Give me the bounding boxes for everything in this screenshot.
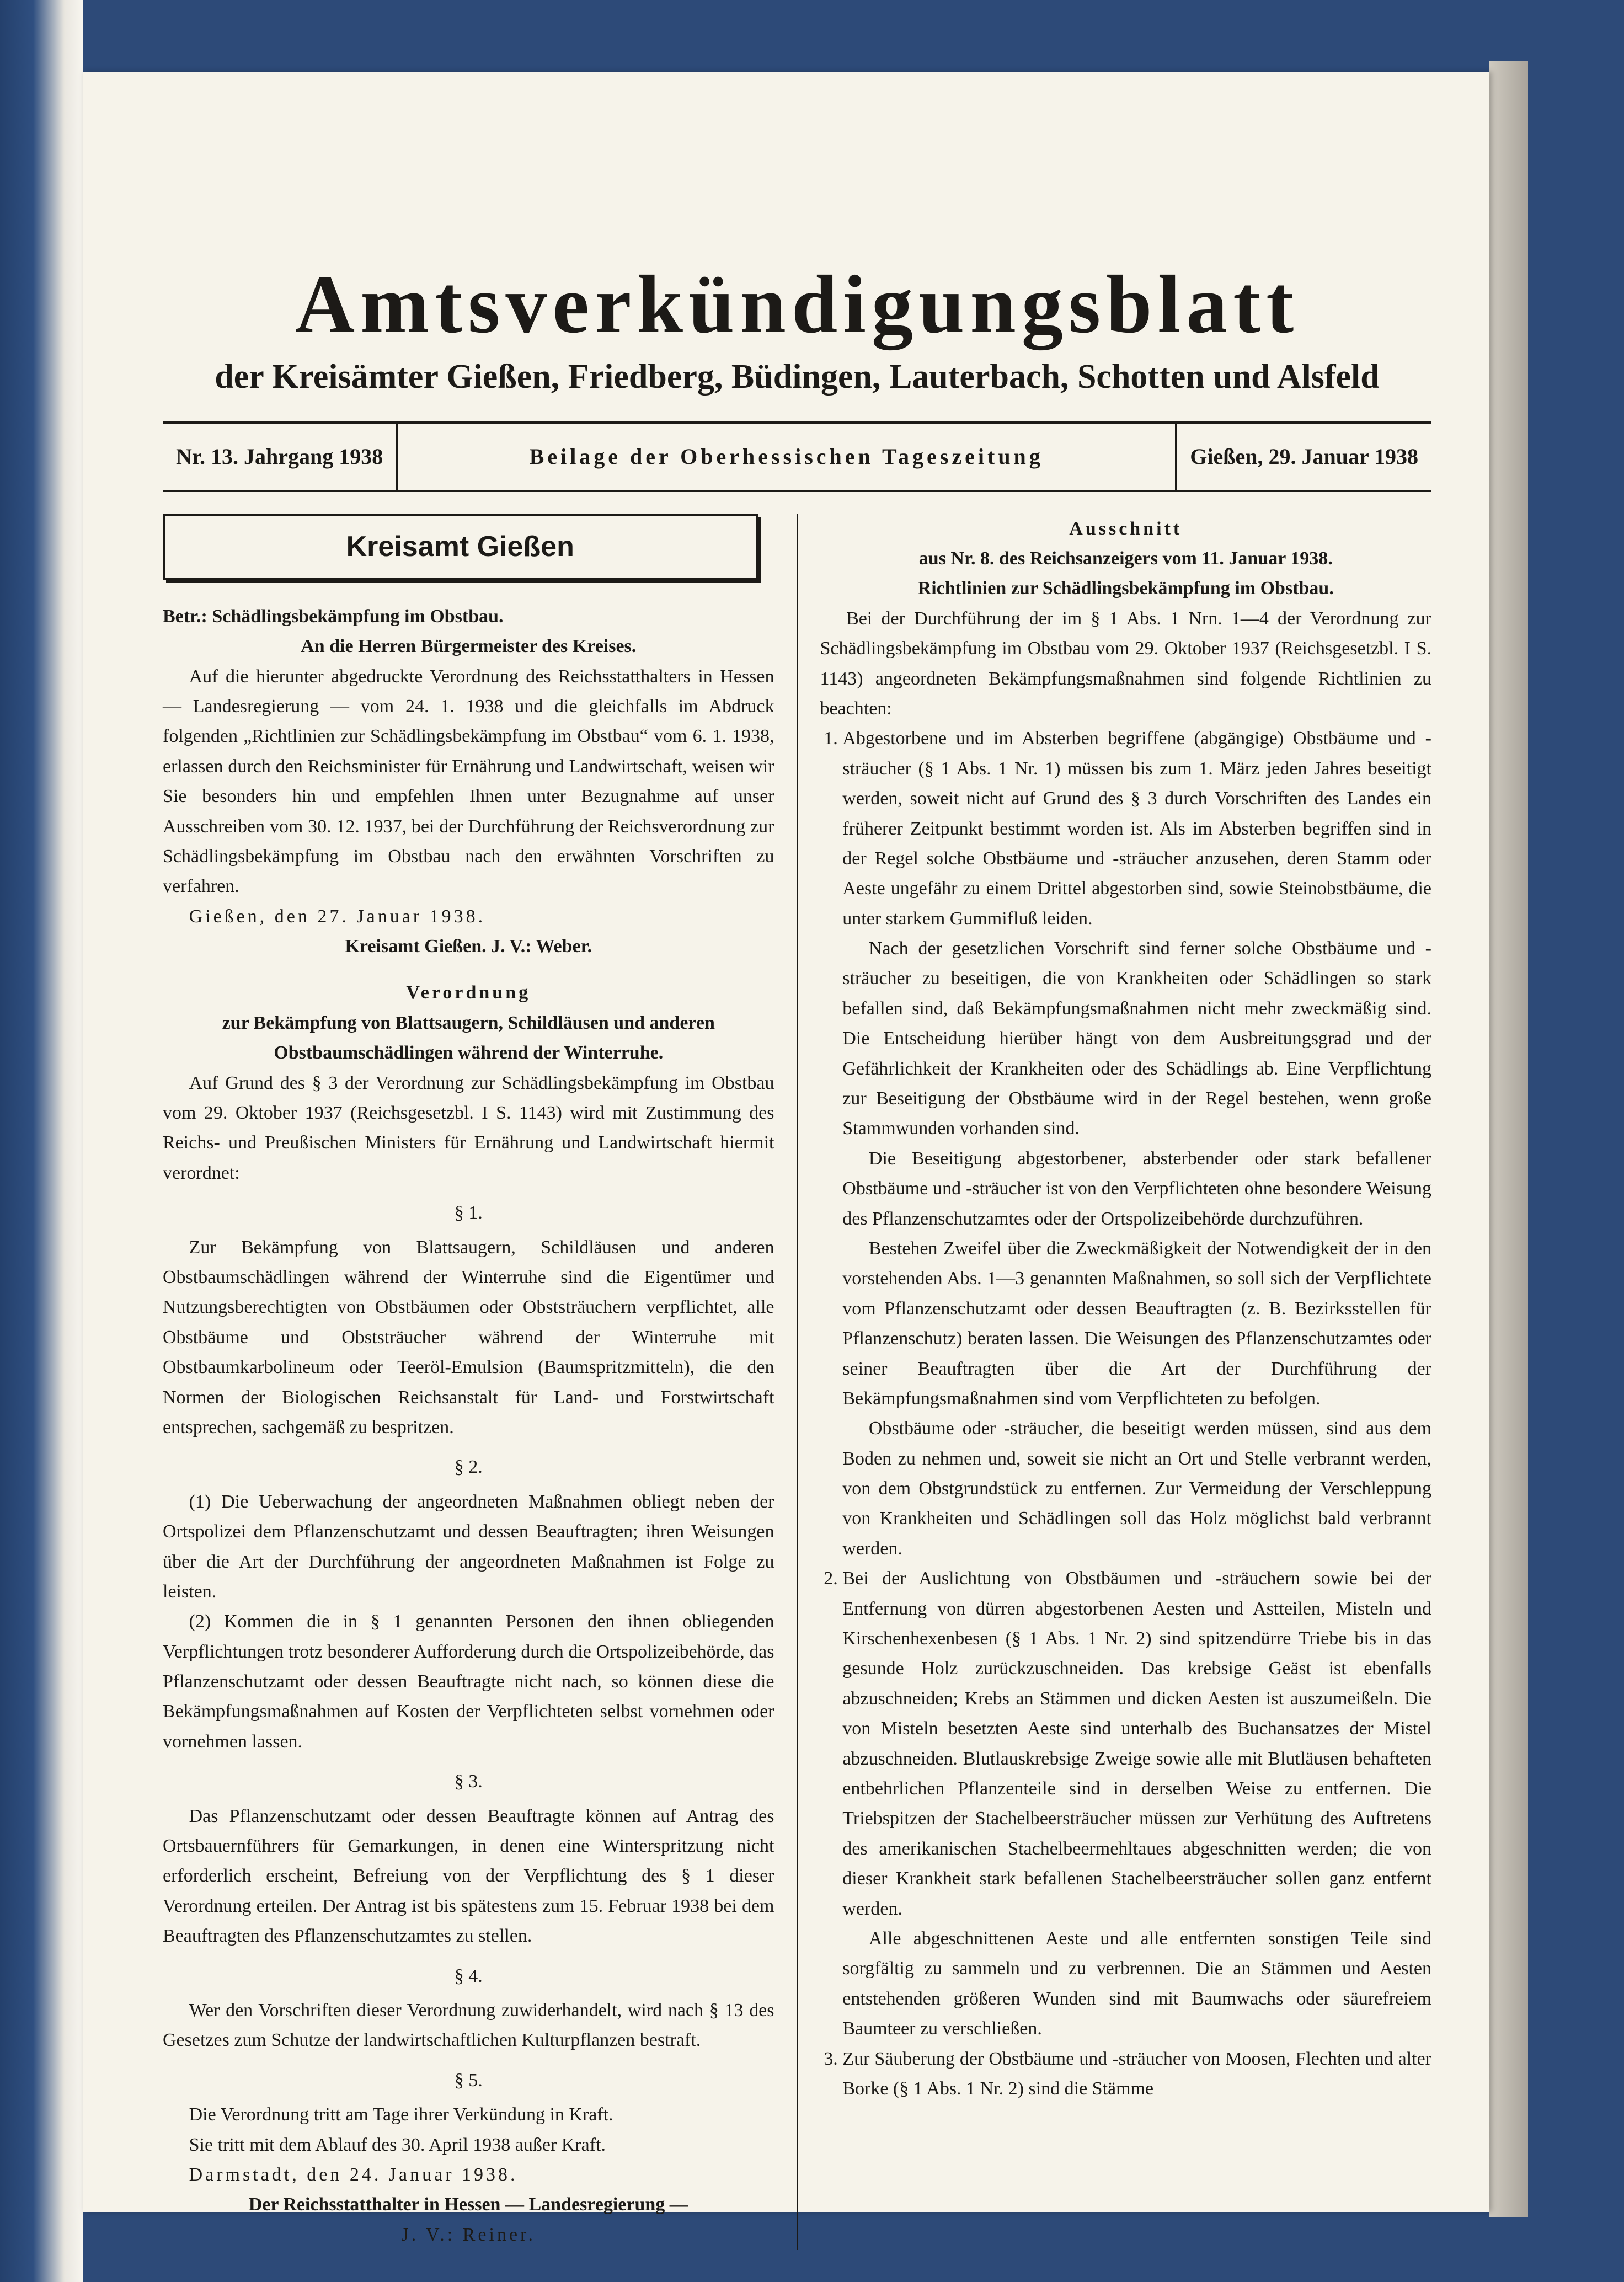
- ordinance-title: Verordnung: [406, 982, 531, 1003]
- section-1-text: Zur Bekämpfung von Blattsaugern, Schildläusen und anderen Obstbaumschädlingen während der Winterruhe sind die Eigentümer und Nutzungsberechtigten von Obstbäumen oder Obststräuchern verpflichtet, alle Obstbäume und Obststräucher während der Winterruhe mit Obstbaumkarbolineum oder Teeröl-Emulsion (Baumspritzmitteln), die den Normen der Biologischen Reichsanstalt für Land- und Forstwirtschaft entsprechen, sachgemäß zu bespritzen.: [163, 1237, 774, 1437]
- guideline-1-paragraph-2: Nach der gesetzlichen Vorschrift sind ferner solche Obstbäume und -sträucher zu beseitigen, die von Krankheiten oder Schädlingen so stark befallen sind, daß Bekämpfungsmaßnahmen nicht mehr zweckmäßig sind. Die Entscheidung hierüber hängt von dem Ausbreitungsgrad und der Gefährlichkeit der Krankheiten oder des Schädlings ab. Eine Verpflichtung zur Beseitigung der Obstbäume wird in der Regel bestehen, wenn große Stammwunden vorhanden sind.: [842, 938, 1431, 1139]
- place-date: Gießen, den 27. Januar 1938.: [189, 906, 486, 927]
- section-2-paragraph-2: (2) Kommen die in § 1 genannten Personen den ihnen obliegenden Verpflichtungen trotz besonderer Aufforderung durch die Ortspolizeibehörde, das Pflanzenschutzamt oder dessen Beauftragte nicht nach, so können diese die Bekämpfungsmaßnahmen auf Kosten der Verpflichteten selbst vornehmen oder vornehmen lassen.: [163, 1611, 774, 1752]
- column-rule: [797, 514, 798, 2251]
- guideline-list: [820, 724, 1432, 2104]
- spacer: [163, 961, 774, 978]
- excerpt-source: aus Nr. 8. des Reichsanzeigers vom 11. Januar 1938.: [918, 548, 1333, 569]
- guideline-1-paragraph-4: Bestehen Zweifel über die Zweckmäßigkeit der Notwendigkeit der in den vorstehenden Abs. 1—3 genannten Maßnahmen, so soll sich der Verpflichtete vom Pflanzenschutzamt oder dessen Beauftragten (z. B. Bezirksstellen für Pflanzenschutz) beraten lassen. Die Weisungen des Pflanzenschutzamtes oder seiner Beauftragten über die Art der Durchführung der Bekämpfungsmaßnahmen sind vom Verpflichteten zu befolgen.: [842, 1238, 1431, 1409]
- intro-paragraph: Auf die hierunter abgedruckte Verordnung des Reichsstatthalters in Hessen — Landesregierung — vom 24. 1. 1938 und die gleichfalls im Abdruck folgenden „Richtlinien zur Schädlingsbekämpfung im Obstbau“ vom 6. 1. 1938, erlassen durch den Reichsminister für Ernährung und Landwirtschaft, weisen wir Sie besonders hin und empfehlen Ihnen unter Bezugnahme auf unser Ausschreiben vom 30. 12. 1937, bei der Durchführung der Reichsverordnung zur Schädlingsbekämpfung im Obstbau nach den erwähnten Vorschriften zu verfahren.: [163, 666, 774, 897]
- excerpt-guidelines-title: Richtlinien zur Schädlingsbekämpfung im Obstbau.: [917, 578, 1334, 599]
- page-content: [163, 182, 1431, 2250]
- issue-place-date: Gießen, 29. Januar 1938: [1190, 444, 1418, 469]
- section-5-paragraph-1: Die Verordnung tritt am Tage ihrer Verkündung in Kraft.: [189, 2104, 613, 2125]
- ordinance-intro: Auf Grund des § 3 der Verordnung zur Schädlingsbekämpfung im Obstbau vom 29. Oktober 1937 (Reichsgesetzbl. I S. 1143) wird mit Zustimmung des Reichs- und Preußischen Ministers für Ernährung und Landwirtschaft hiermit verordnet:: [163, 1072, 774, 1183]
- section-4-text: Wer den Vorschriften dieser Verordnung zuwiderhandelt, wird nach § 13 des Gesetzes zum Schutze der landwirtschaftlichen Kulturpflanzen bestraft.: [163, 2000, 774, 2051]
- section-3-text: Das Pflanzenschutzamt oder dessen Beauftragte können auf Antrag des Ortsbauernführers für Gemarkungen, in denen eine Winterspritzung nicht erforderlich erscheint, Befreiung von der Verpflichtung des § 1 dieser Verordnung erteilen. Der Antrag ist bis spätestens zum 15. Februar 1938 bei dem Beauftragten des Pflanzenschutzamtes zu stellen.: [163, 1805, 774, 1947]
- book-cover-left: [0, 0, 83, 2282]
- book-cover-right: [1489, 61, 1528, 2217]
- guideline-3-text: 3. Zur Säuberung der Obstbäume und -sträucher von Moosen, Flechten und alter Borke (§ 1 Abs. 1 Nr. 2) sind die Stämme: [842, 2048, 1431, 2099]
- office-heading-box: Kreisamt Gießen: [163, 514, 758, 580]
- columns: [163, 514, 1431, 2251]
- addressee-line: An die Herren Bürgermeister des Kreises.: [301, 636, 637, 657]
- guideline-1-text: 1. Abgestorbene und im Absterben begriffene (abgängige) Obstbäume und -sträucher (§ 1 Abs. 1 Nr. 1) müssen bis zum 1. März jeden Jahres beseitigt werden, soweit nicht auf Grund des § 3 durch Vorschriften des Landes ein früherer Zeitpunkt bestimmt worden ist. Als im Absterben begriffen sind in der Regel solche Obstbäume und -sträucher anzusehen, deren Stamm oder Aeste ungefähr zu einem Drittel abgestorben sind, sowie Steinobstbäume, die unter starkem Gummifluß leiden.: [842, 728, 1431, 929]
- guideline-item-1: [842, 724, 1431, 1564]
- guideline-2-paragraph-2: Alle abgeschnittenen Aeste und alle entfernten sonstigen Teile sind sorgfältig zu sammeln und zu verbrennen. Die an Stämmen und Aesten entstehenden größeren Wunden sind mit Baumwachs oder säurefreiem Baumteer zu verschließen.: [842, 1928, 1431, 2039]
- section-5-heading: § 5.: [454, 2070, 483, 2091]
- guideline-item-2: [842, 1564, 1431, 2044]
- guideline-2-text: 2. Bei der Auslichtung von Obstbäumen und -sträuchern sowie bei der Entfernung von dürren abgestorbenen Aesten und Astteilen, Misteln und Kirschenhexenbesen (§ 1 Abs. 1 Nr. 2) sind spitzendürre Triebe bis in das gesunde Holz zurückzuschneiden. Das krebsige Geäst ist ebenfalls abzuschneiden; Krebs an Stämmen und dicken Aesten ist auszumeißeln. Die von Misteln besetzten Aeste sind unterhalb des Buchansatzes der Mistel abzuschneiden. Blutlauskrebsige Zweige sowie alle mit Blutläusen behafteten entbehrlichen Pflanzenteile sind in derselben Weise zu entfernen. Die Triebspitzen der Stachelbeersträucher müssen zur Verhütung des Auftretens des amerikanischen Stachelbeermehltaues abgeschnitten werden; die von dieser Krankheit stark befallenen Stachelbeersträucher sollen ganz entfernt werden.: [842, 1568, 1431, 1919]
- masthead-title: Amtsverkündigungsblatt: [295, 259, 1300, 350]
- left-column: [163, 514, 774, 2251]
- section-3-heading: § 3.: [454, 1771, 483, 1792]
- excerpt-heading: Ausschnitt: [1069, 518, 1183, 539]
- ordinance-place-date: Darmstadt, den 24. Januar 1938.: [189, 2164, 518, 2185]
- section-2-heading: § 2.: [454, 1457, 483, 1478]
- guideline-item-3: [842, 2044, 1431, 2104]
- issue-number: Nr. 13. Jahrgang 1938: [176, 444, 383, 469]
- newspaper-page: [83, 72, 1489, 2245]
- ordinance-subtitle: zur Bekämpfung von Blattsaugern, Schildläusen und anderen Obstbaumschädlingen während der Winterruhe.: [222, 1012, 715, 1063]
- guideline-1-paragraph-5: Obstbäume oder -sträucher, die beseitigt werden müssen, sind aus dem Boden zu nehmen und, soweit sie nicht an Ort und Stelle verbrannt werden, von dem Obstgrundstück zu entfernen. Zur Vermeidung der Verschleppung von Krankheiten und Schädlingen soll das Holz möglichst bald verbrannt werden.: [842, 1418, 1431, 1559]
- section-2-paragraph-1: (1) Die Ueberwachung der angeordneten Maßnahmen obliegt neben der Ortspolizei dem Pflanzenschutzamt und dessen Beauftragten; ihren Weisungen über die Art der Durchführung der angeordneten Maßnahmen ist Folge zu leisten.: [163, 1491, 774, 1602]
- section-1-heading: § 1.: [454, 1203, 483, 1223]
- ordinance-signature-name: J. V.: Reiner.: [401, 2224, 536, 2245]
- masthead: [163, 259, 1431, 399]
- signature: Kreisamt Gießen. J. V.: Weber.: [345, 936, 592, 957]
- issue-line: [163, 421, 1431, 492]
- subject-line: Betr.: Schädlingsbekämpfung im Obstbau.: [163, 606, 504, 627]
- masthead-subtitle: der Kreisämter Gießen, Friedberg, Büdingen, Lauterbach, Schotten und Alsfeld: [215, 358, 1380, 396]
- section-5-paragraph-2: Sie tritt mit dem Ablauf des 30. April 1938 außer Kraft.: [189, 2134, 606, 2155]
- excerpt-intro: Bei der Durchführung der im § 1 Abs. 1 Nrn. 1—4 der Verordnung zur Schädlingsbekämpfung im Obstbau vom 29. Oktober 1937 (Reichsgesetzbl. I S. 1143) angeordneten Bekämpfungsmaßnahmen sind folgende Richtlinien zu beachten:: [820, 608, 1431, 719]
- section-4-heading: § 4.: [454, 1965, 483, 1986]
- issue-supplement: Beilage der Oberhessischen Tageszeitung: [529, 444, 1044, 469]
- guideline-1-paragraph-3: Die Beseitigung abgestorbener, absterbender oder stark befallener Obstbäume und -sträucher ist von den Verpflichteten ohne besondere Weisung des Pflanzenschutzamtes oder der Ortspolizeibehörde durchzuführen.: [842, 1148, 1431, 1229]
- ordinance-signature: Der Reichsstatthalter in Hessen — Landesregierung —: [248, 2194, 688, 2215]
- right-column: [820, 514, 1432, 2251]
